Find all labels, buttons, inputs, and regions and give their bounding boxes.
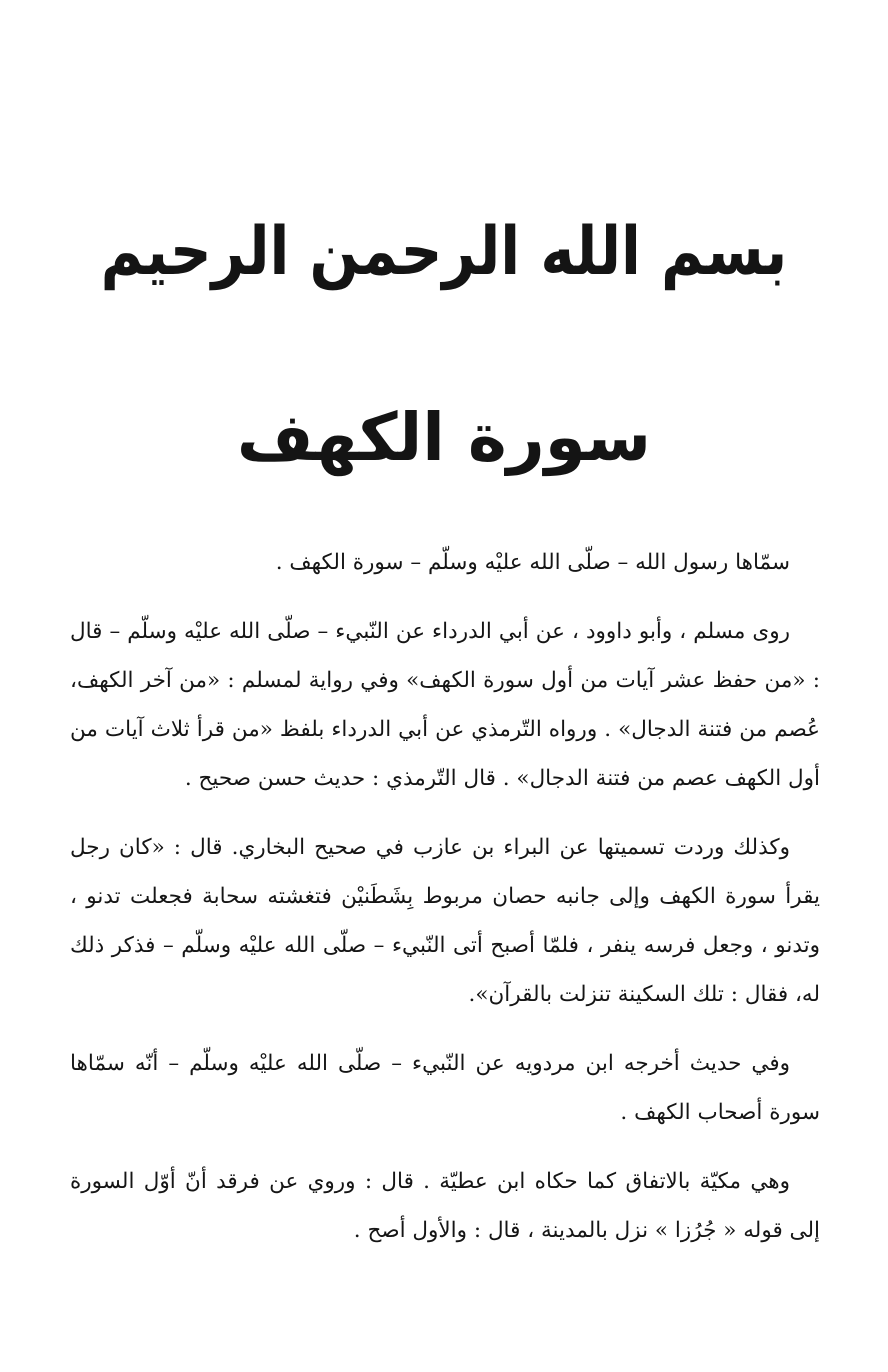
basmala-heading: بسم الله الرحمن الرحيم (100, 211, 788, 291)
paragraph-makki: وهي مكيّة بالاتفاق كما حكاه ابن عطيّة . قال : وروي عن فرقد أنّ أوّل السورة إلى قوله « جُرُزا » نزل بالمدينة ، قال : والأول أصح . (70, 1169, 820, 1243)
paragraph-hadith-muslim: روى مسلم ، وأبو داوود ، عن أبي الدرداء عن النّبيء – صلّى الله عليْه وسلّم – قال : «من حفظ عشر آيات من أول سورة الكهف» وفي رواية لمسلم : «من آخر الكهف، عُصم من فتنة الدجال» . ورواه التّرمذي عن أبي الدرداء بلفظ «من قرأ ثلاث آيات من أول الكهف عصم من فتنة الدجال» . قال التّرمذي : حديث حسن صحيح . (70, 619, 820, 791)
paragraph-ibn-mardawayh: وفي حديث أخرجه ابن مردويه عن النّبيء – صلّى الله عليْه وسلّم – أنّه سمّاها سورة أصحاب الكهف . (70, 1051, 820, 1125)
paragraph-naming: سمّاها رسول الله – صلّى الله عليْه وسلّم – سورة الكهف . (275, 550, 790, 575)
surah-title: سورة الكهف (236, 399, 652, 476)
paragraph-bukhari: وكذلك وردت تسميتها عن البراء بن عازب في صحيح البخاري. قال : «كان رجل يقرأ سورة الكهف وإلى جانبه حصان مربوط بِشَطَنيْن فتغشته سحابة فجعلت تدنو ، وتدنو ، وجعل فرسه ينفر ، فلمّا أصبح أتى النّبيء – صلّى الله عليْه وسلّم – فذكر ذلك له، فقال : تلك السكينة تنزلت بالقرآن». (70, 835, 820, 1007)
body-text (70, 538, 820, 1275)
